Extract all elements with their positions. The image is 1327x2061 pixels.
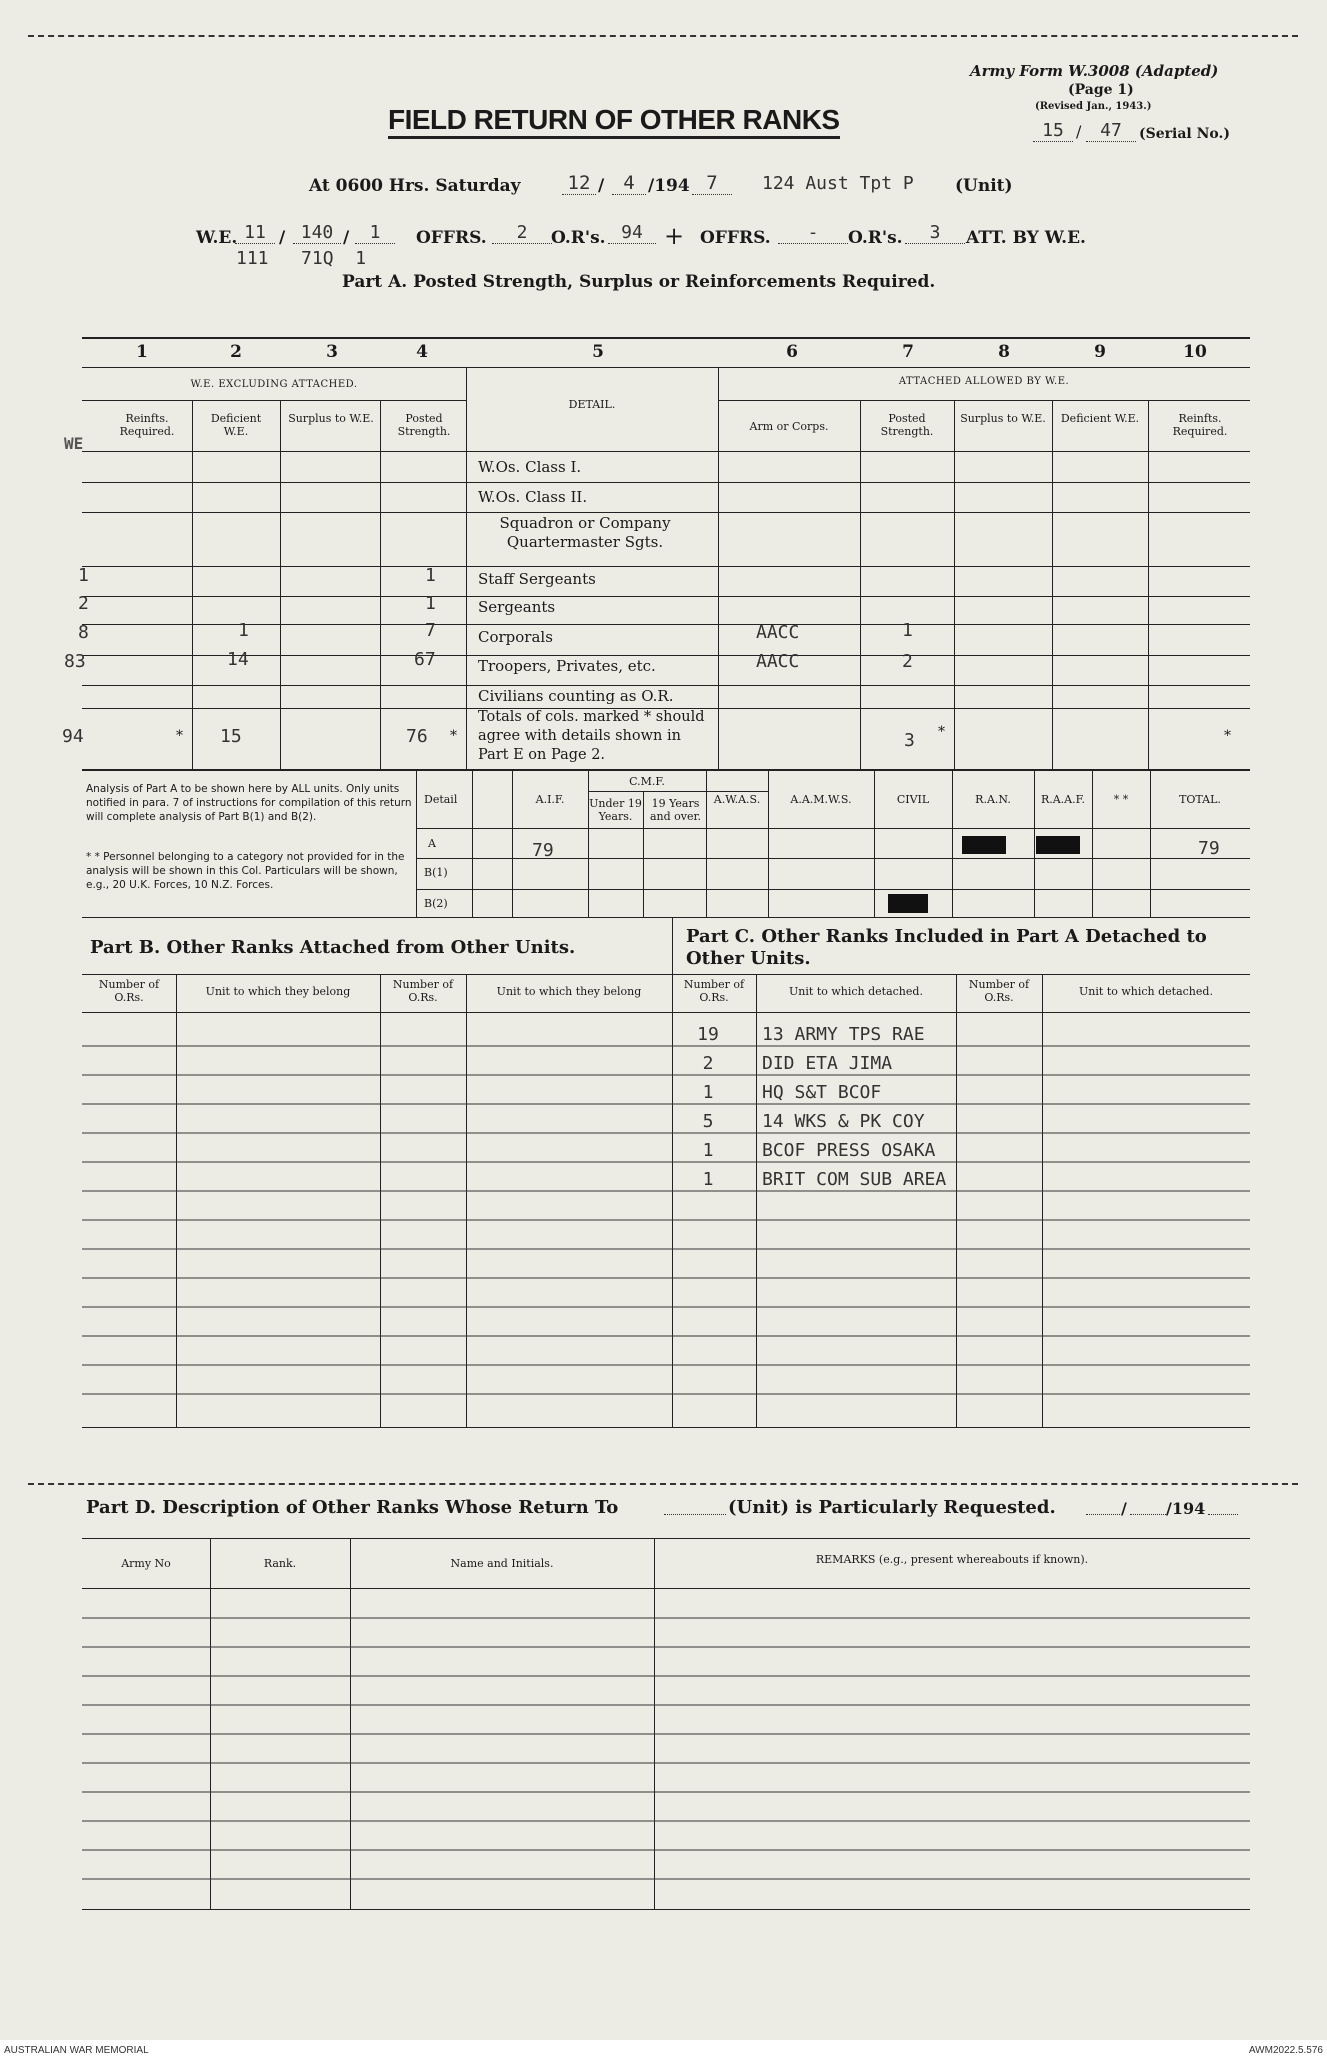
top-perforation (28, 35, 1298, 37)
pte-reinfts: 83 (64, 651, 86, 672)
detail-qm-sgts: Squadron or Company Quartermaster Sgts. (499, 514, 671, 551)
hdr-deficient-we: Deficient W.E. (210, 412, 262, 438)
detached-count: 1 (702, 1169, 714, 1190)
detached-unit: BRIT COM SUB AREA (762, 1169, 947, 1190)
analysis-row-a: A (428, 837, 436, 850)
at-label: At 0600 Hrs. Saturday (309, 176, 521, 196)
detached-count: 19 (697, 1024, 719, 1045)
pte-posted: 67 (414, 649, 436, 670)
staff-sgt-reinfts: 1 (78, 565, 89, 586)
cpl-posted: 7 (425, 620, 436, 641)
serial-label: (Serial No.) (1139, 126, 1230, 142)
hdr-att-posted-strength: Posted Strength. (880, 412, 934, 438)
total-posted: 76 (406, 726, 428, 747)
date-month: 4 (612, 172, 646, 195)
col-num-10: 10 (1183, 342, 1207, 362)
analysis-aamws: A.A.M.W.S. (790, 793, 852, 806)
col-num-6: 6 (786, 342, 798, 362)
detached-unit: HQ S&T BCOF (762, 1082, 882, 1103)
analysis-detail-label: Detail (424, 793, 458, 806)
col-num-4: 4 (416, 342, 428, 362)
we-c: 1 (355, 222, 395, 244)
offrs-label: OFFRS. (416, 228, 487, 248)
analysis-total-divider (1150, 769, 1151, 917)
analysis-aif: A.I.F. (535, 793, 565, 806)
detached-count: 1 (702, 1140, 714, 1161)
analysis-stars: * * (1113, 793, 1129, 806)
page-number: (Page 1) (1068, 82, 1134, 98)
col-num-7: 7 (902, 342, 914, 362)
footer-bar (0, 2040, 1327, 2061)
serial-a: 15 (1033, 120, 1073, 142)
col-num-2: 2 (230, 342, 242, 362)
analysis-civil: CIVIL (896, 793, 930, 806)
hdr-att-reinfts: Reinfts. Required. (1172, 412, 1228, 438)
offrs-value: 2 (492, 222, 552, 244)
ors2-value: 3 (905, 222, 965, 244)
part-d-unit-blank (664, 1514, 726, 1515)
sgt-reinfts: 2 (78, 593, 89, 614)
att-label: ATT. BY W.E. (966, 228, 1086, 248)
part-d-year-blank (1208, 1514, 1238, 1515)
analysis-row-b2: B(2) (424, 897, 448, 910)
we-excluding-header: W.E. EXCLUDING ATTACHED. (190, 379, 358, 390)
detail-header: DETAIL. (568, 398, 616, 411)
ors-value: 94 (608, 222, 656, 244)
analysis-a-aif: 79 (532, 840, 554, 861)
part-d-title: Part D. Description of Other Ranks Whose Return To (86, 1497, 619, 1518)
part-b-h3: Number of O.Rs. (392, 978, 454, 1004)
serial-b: 47 (1086, 120, 1136, 142)
hdr-arm-corps: Arm or Corps. (749, 420, 829, 433)
analysis-awas: A.W.A.S. (713, 793, 761, 806)
part-d-h-army-no: Army No (121, 1557, 171, 1570)
detail-wo-class-2: W.Os. Class II. (478, 488, 588, 506)
analysis-over19: 19 Years and over. (649, 797, 702, 823)
part-a-title: Part A. Posted Strength, Surplus or Reinforcements Required. (342, 272, 936, 292)
pte-att-posted: 2 (902, 651, 913, 672)
analysis-under19: Under 19 Years. (589, 797, 642, 823)
detached-count: 1 (702, 1082, 714, 1103)
hdr-att-deficient: Deficient W.E. (1060, 412, 1140, 425)
unit-label: (Unit) (955, 176, 1013, 196)
serial-slash: / (1076, 122, 1082, 141)
mid-perforation (28, 1483, 1298, 1485)
detached-unit: DID ETA JIMA (762, 1053, 893, 1074)
detached-unit: 14 WKS & PK COY (762, 1111, 925, 1132)
col-num-5: 5 (592, 342, 604, 362)
detached-unit: BCOF PRESS OSAKA (762, 1140, 936, 1161)
analysis-note-1: Analysis of Part A to be shown here by ALL units. Only units notified in para. 7 of instructions for compilation of this return will complete analysis of Part B(1) and B(2). (86, 783, 412, 823)
col-num-9: 9 (1094, 342, 1106, 362)
detail-staff-sgts: Staff Sergeants (478, 570, 596, 588)
hdr-surplus-we: Surplus to W.E. (288, 412, 374, 425)
part-d-h-name: Name and Initials. (450, 1557, 554, 1570)
col-num-3: 3 (326, 342, 338, 362)
staff-sgt-posted: 1 (425, 565, 436, 586)
part-c-h1: Number of O.Rs. (683, 978, 745, 1004)
hdr-att-surplus: Surplus to W.E. (960, 412, 1046, 425)
detached-unit: 13 ARMY TPS RAE (762, 1024, 925, 1045)
part-b-h4: Unit to which they belong (496, 985, 642, 998)
part-d-day-blank (1086, 1514, 1120, 1515)
analysis-row-b1: B(1) (424, 866, 448, 879)
part-d-month-blank (1130, 1514, 1166, 1515)
we-slash-2: / (343, 228, 350, 248)
part-c-h4: Unit to which detached. (1079, 985, 1213, 998)
we-a: 11 (235, 222, 275, 244)
star-1: * (176, 728, 183, 744)
plus-sign: + (664, 222, 685, 250)
part-d-h-rank: Rank. (263, 1557, 297, 1570)
pte-deficient: 14 (227, 649, 249, 670)
footer-source: AUSTRALIAN WAR MEMORIAL (4, 2045, 149, 2056)
year-prefix: /194 (648, 176, 690, 196)
totals-note: Totals of cols. marked * should agree with details shown in Part E on Page 2. (478, 709, 705, 763)
date-day: 12 (562, 172, 596, 195)
detail-troopers: Troopers, Privates, etc. (478, 657, 656, 675)
offrs2-label: OFFRS. (700, 228, 771, 248)
col-num-1: 1 (136, 342, 148, 362)
redaction-civil (888, 894, 928, 913)
part-d-year: /194 (1166, 1499, 1206, 1518)
detached-count: 2 (702, 1053, 714, 1074)
part-d-slash: / (1121, 1499, 1127, 1518)
analysis-total: TOTAL. (1179, 793, 1221, 806)
col-num-8: 8 (998, 342, 1010, 362)
sgt-posted: 1 (425, 593, 436, 614)
revised-date: (Revised Jan., 1943.) (1035, 101, 1152, 112)
part-b-title: Part B. Other Ranks Attached from Other Units. (90, 937, 576, 958)
footer-accession: AWM2022.5.576 (1248, 2045, 1323, 2056)
form-id: Army Form W.3008 (Adapted) (970, 62, 1219, 80)
attached-header: ATTACHED ALLOWED BY W.E. (898, 376, 1070, 387)
detail-wo-class-1: W.Os. Class I. (478, 458, 582, 476)
redaction-ran (962, 836, 1006, 854)
pte-arm-corps: AACC (756, 651, 800, 672)
offrs2-value: - (778, 222, 848, 244)
analysis-raaf: R.A.A.F. (1040, 793, 1086, 806)
star-4: * (1224, 728, 1231, 744)
unit-name: 124 Aust Tpt P (762, 173, 914, 194)
part-bc-rule-lines (82, 1012, 1250, 1427)
we-line-2: 111 71Q 1 (236, 248, 367, 269)
cpl-reinfts: 8 (78, 622, 89, 643)
cpl-deficient: 1 (238, 620, 249, 641)
part-c-h2: Unit to which detached. (789, 985, 923, 998)
date-slash-1: / (598, 176, 605, 196)
total-deficient: 15 (220, 726, 242, 747)
total-att-posted: 3 (904, 730, 915, 751)
cpl-arm-corps: AACC (756, 622, 800, 643)
page-title: FIELD RETURN OF OTHER RANKS (388, 104, 840, 139)
analysis-note-2: * * Personnel belonging to a category not provided for in the analysis will be shown in this Col. Particulars will be shown, e.g., 20 U.K. Forces, 10 N.Z. Forces. (86, 851, 405, 891)
detail-civilians: Civilians counting as O.R. (478, 687, 674, 705)
part-b-h2: Unit to which they belong (205, 985, 351, 998)
detail-sergeants: Sergeants (478, 598, 556, 616)
cpl-att-posted: 1 (902, 620, 913, 641)
star-3: * (938, 724, 945, 740)
star-2: * (450, 728, 457, 744)
we-stamp: WE (64, 434, 84, 453)
part-c-title: Part C. Other Ranks Included in Part A Detached to Other Units. (686, 926, 1207, 969)
ors2-label: O.R's. (848, 228, 903, 248)
we-label: W.E. (196, 228, 238, 248)
part-c-h3: Number of O.Rs. (968, 978, 1030, 1004)
year-suffix: 7 (692, 172, 732, 195)
total-reinfts: 94 (62, 726, 84, 747)
part-d-unit-label: (Unit) is Particularly Requested. (728, 1497, 1056, 1518)
hdr-reinfts-required: Reinfts. Required. (119, 412, 175, 438)
part-d-rule-lines (82, 1588, 1250, 1909)
analysis-ran: R.A.N. (975, 793, 1011, 806)
analysis-a-total: 79 (1198, 838, 1220, 859)
hdr-posted-strength: Posted Strength. (397, 412, 451, 438)
we-slash-1: / (279, 228, 286, 248)
we-b: 140 (293, 222, 341, 244)
redaction-raaf (1036, 836, 1080, 854)
detached-count: 5 (702, 1111, 714, 1132)
analysis-cmf: C.M.F. (629, 775, 665, 788)
part-b-h1: Number of O.Rs. (98, 978, 160, 1004)
ors-label: O.R's. (551, 228, 606, 248)
part-d-h-remarks: REMARKS (e.g., present whereabouts if known). (815, 1553, 1089, 1566)
detail-corporals: Corporals (478, 628, 553, 646)
